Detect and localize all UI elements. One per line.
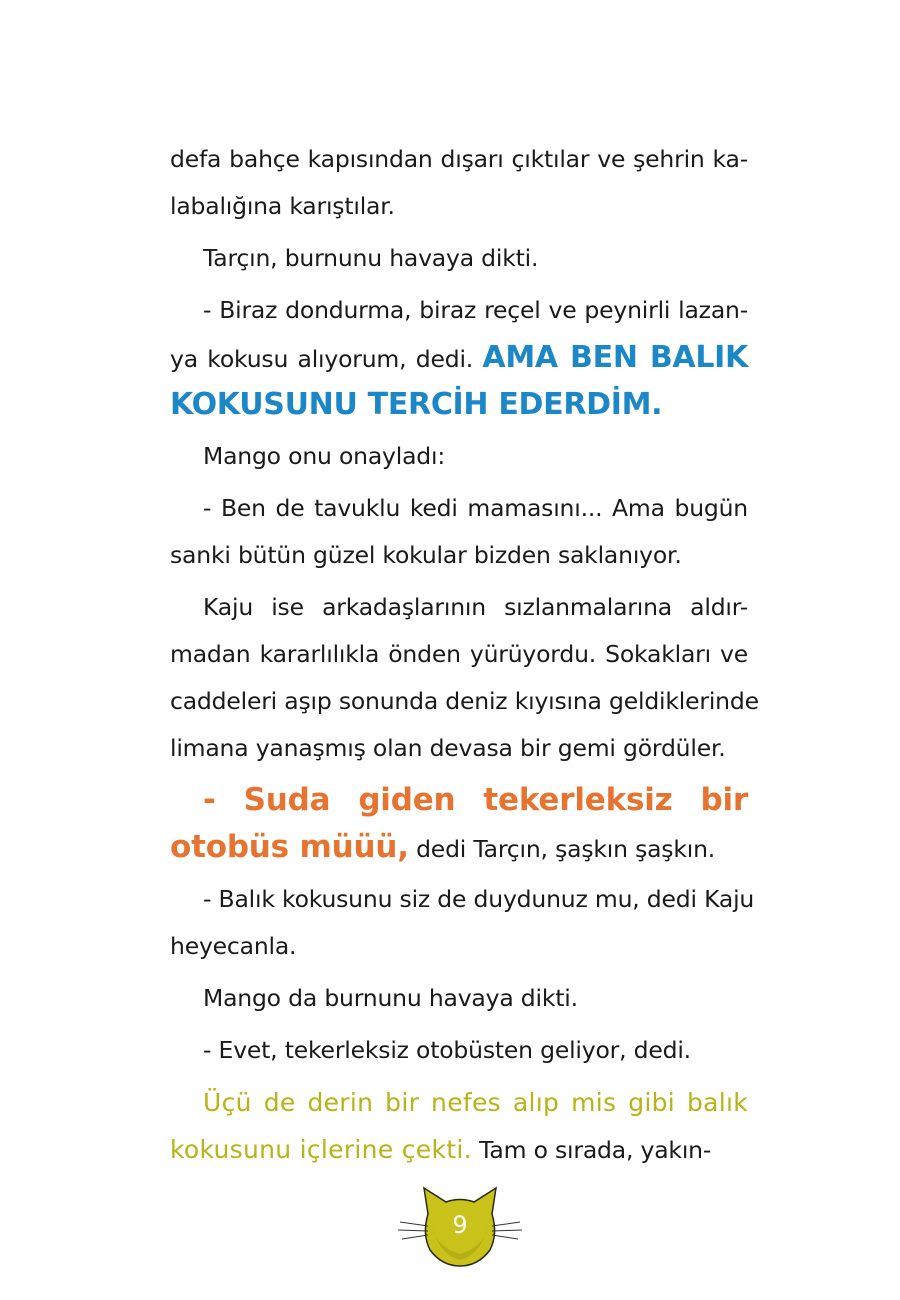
text-run: Tam o sırada, yakın- <box>479 1136 712 1164</box>
text-line: Tarçın, burnunu havaya dikti. <box>203 244 539 272</box>
text-run: ya kokusu alıyorum, dedi. <box>170 345 474 373</box>
text-line: - Balık kokusunu siz de duydunuz mu, dedi Kaju <box>203 885 755 913</box>
text-line: madan kararlılıkla önden yürüyordu. Sokakları ve <box>170 640 748 668</box>
emphasis-blue: KOKUSUNU TERCİH EDERDİM. <box>170 387 663 422</box>
text-line: - Evet, tekerleksiz otobüsten geliyor, dedi. <box>203 1036 691 1064</box>
emphasis-orange: otobüs müüü, <box>170 829 409 865</box>
page-number-badge <box>398 1184 522 1270</box>
text-line-mixed <box>170 334 748 381</box>
text-line: sanki bütün güzel kokular bizden saklanıyor. <box>170 541 682 569</box>
emphasis-green: Üçü de derin bir nefes alıp mis gibi balık <box>203 1088 748 1117</box>
text-line-mixed <box>170 1126 748 1173</box>
emphasis-orange: - Suda giden tekerleksiz bir <box>203 782 748 818</box>
emphasis-green: kokusunu içlerine çekti. <box>170 1135 472 1164</box>
text-line-mixed <box>170 824 748 871</box>
page-number: 9 <box>452 1211 468 1239</box>
text-run: dedi Tarçın, şaşkın şaşkın. <box>416 835 716 863</box>
text-line-mixed <box>170 1079 748 1126</box>
text-line: Mango onu onayladı: <box>203 442 446 470</box>
text-line-mixed <box>170 777 748 824</box>
text-line: labalığına karıştılar. <box>170 192 395 220</box>
text-line: - Ben de tavuklu kedi mamasını... Ama bugün <box>203 494 748 522</box>
text-line: Mango da burnunu havaya dikti. <box>203 984 578 1012</box>
page-body <box>170 136 759 1173</box>
text-line-mixed <box>170 381 748 428</box>
text-line: heyecanla. <box>170 932 297 960</box>
text-line: - Biraz dondurma, biraz reçel ve peynirli lazan- <box>203 296 748 324</box>
text-line: caddeleri aşıp sonunda deniz kıyısına geldiklerinde <box>170 687 759 715</box>
emphasis-blue: AMA BEN BALIK <box>482 340 748 375</box>
text-line: defa bahçe kapısından dışarı çıktılar ve şehrin ka- <box>170 145 748 173</box>
text-line: Kaju ise arkadaşlarının sızlanmalarına aldır- <box>203 593 748 621</box>
text-line: limana yanaşmış olan devasa bir gemi gördüler. <box>170 734 726 762</box>
